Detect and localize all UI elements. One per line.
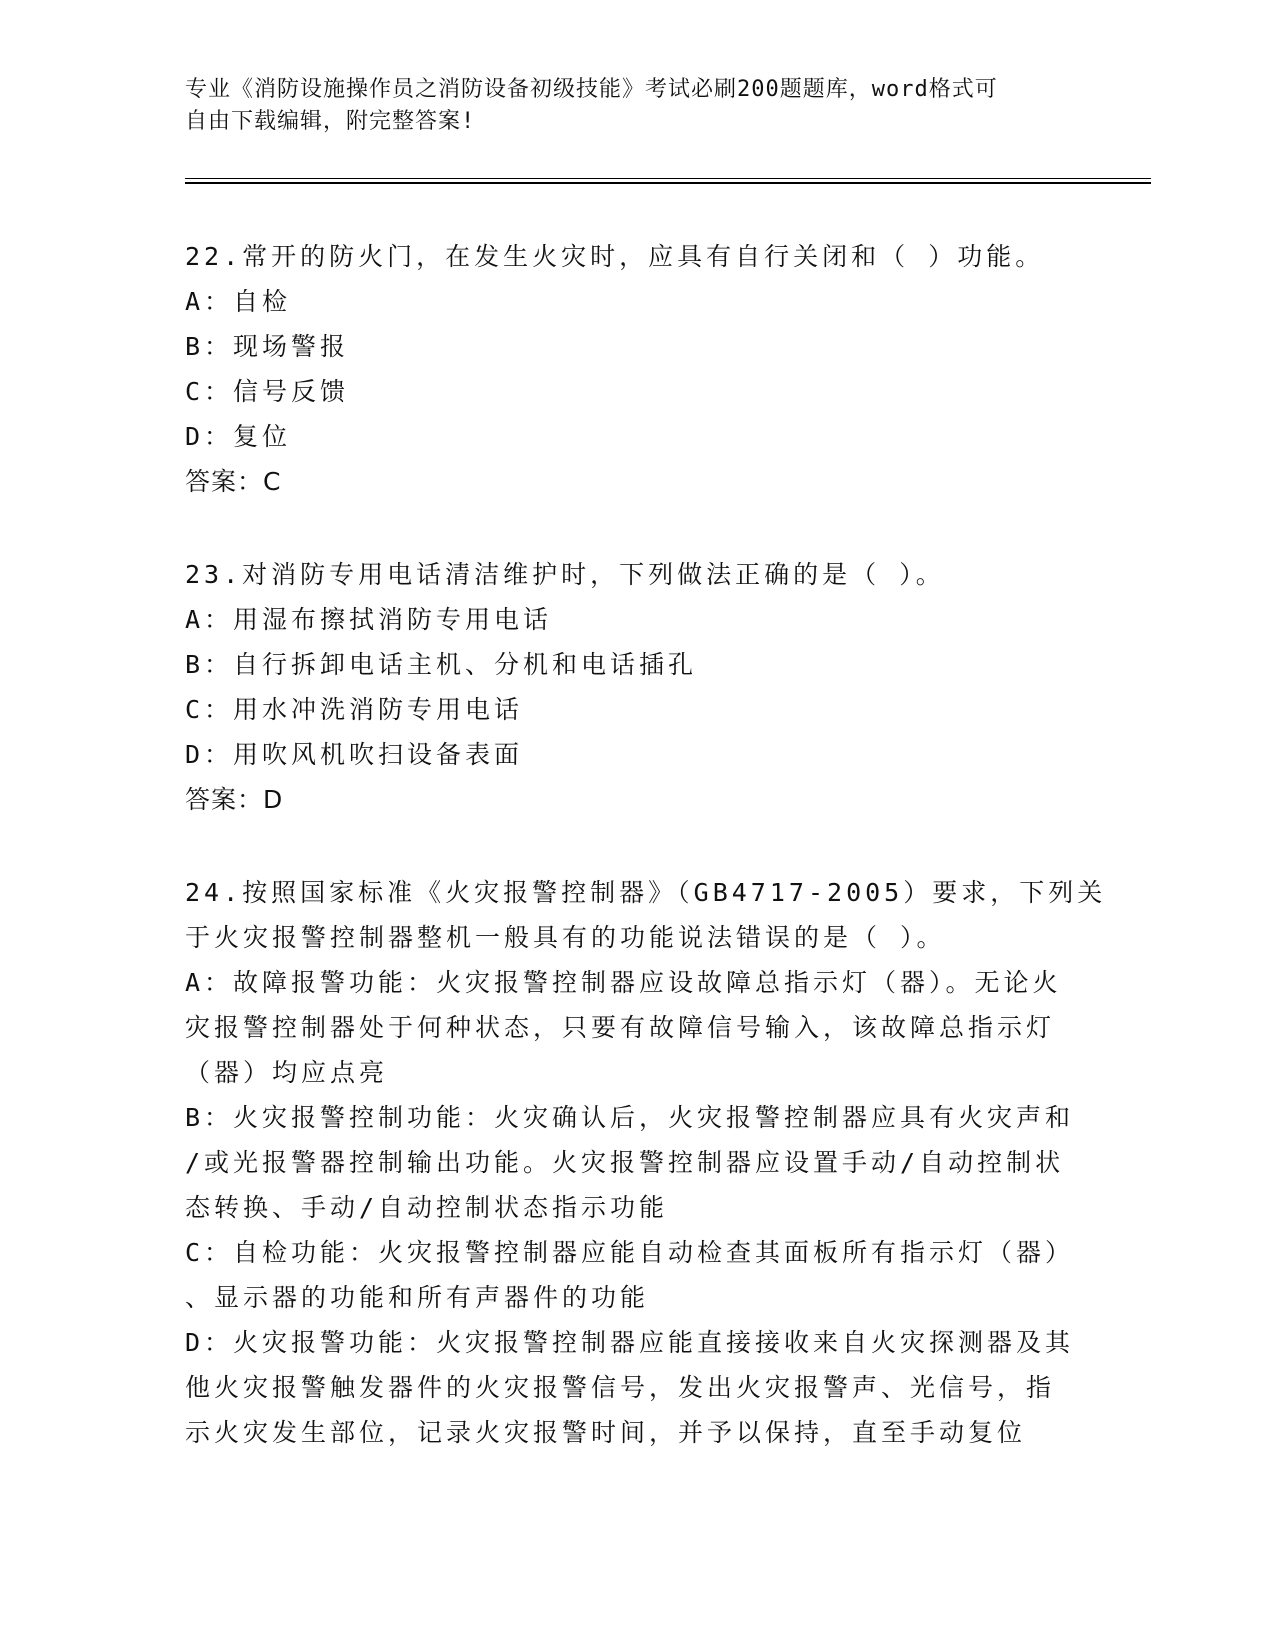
question-stem: 23.对消防专用电话清洁维护时，下列做法正确的是（ ）。 [185, 560, 945, 589]
option-c-line: C：自检功能：火灾报警控制器应能自动检查其面板所有指示灯（器） [185, 1238, 1075, 1267]
header-divider-top [185, 178, 1151, 179]
question-stem: 22.常开的防火门，在发生火灾时，应具有自行关闭和（ ）功能。 [185, 242, 1045, 271]
option-a-line: A：故障报警功能：火灾报警控制器应设故障总指示灯（器）。无论火 [185, 968, 1062, 997]
option-b: B：现场警报 [185, 332, 350, 361]
option-a: A：用湿布擦拭消防专用电话 [185, 605, 553, 634]
document-header [185, 74, 1085, 138]
option-d-line: 他火灾报警触发器件的火灾报警信号，发出火灾报警声、光信号，指 [185, 1373, 1056, 1402]
option-c: C：信号反馈 [185, 377, 350, 406]
option-d-line: 示火灾发生部位，记录火灾报警时间，并予以保持，直至手动复位 [185, 1418, 1027, 1447]
option-b-line: 态转换、手动/自动控制状态指示功能 [185, 1193, 669, 1222]
option-a-line: 灾报警控制器处于何种状态，只要有故障信号输入，该故障总指示灯 [185, 1013, 1056, 1042]
option-b-line: B：火灾报警控制功能：火灾确认后，火灾报警控制器应具有火灾声和 [185, 1103, 1075, 1132]
header-line-1: 专业《消防设施操作员之消防设备初级技能》考试必刷200题题库，word格式可 [185, 77, 998, 102]
option-a-line: （器）均应点亮 [185, 1058, 389, 1087]
answer-label: 答案：C [185, 467, 282, 496]
question-22 [185, 234, 1085, 504]
question-stem-line: 于火灾报警控制器整机一般具有的功能说法错误的是（ ）。 [185, 923, 946, 952]
option-b-line: /或光报警器控制输出功能。火灾报警控制器应设置手动/自动控制状 [185, 1148, 1065, 1177]
header-divider-bottom [185, 182, 1151, 184]
option-d: D：复位 [185, 422, 292, 451]
option-d-line: D：火灾报警功能：火灾报警控制器应能直接接收来自火灾探测器及其 [185, 1328, 1075, 1357]
question-23 [185, 552, 1085, 822]
option-c: C：用水冲洗消防专用电话 [185, 695, 524, 724]
question-stem-line: 24.按照国家标准《火灾报警控制器》（GB4717-2005）要求，下列关 [185, 878, 1107, 907]
option-d: D：用吹风机吹扫设备表面 [185, 740, 524, 769]
option-a: A：自检 [185, 287, 292, 316]
header-line-2: 自由下载编辑，附完整答案! [185, 109, 476, 134]
option-b: B：自行拆卸电话主机、分机和电话插孔 [185, 650, 698, 679]
answer-label: 答案：D [185, 785, 284, 814]
question-24 [185, 870, 1107, 1455]
option-c-line: 、显示器的功能和所有声器件的功能 [185, 1283, 650, 1312]
